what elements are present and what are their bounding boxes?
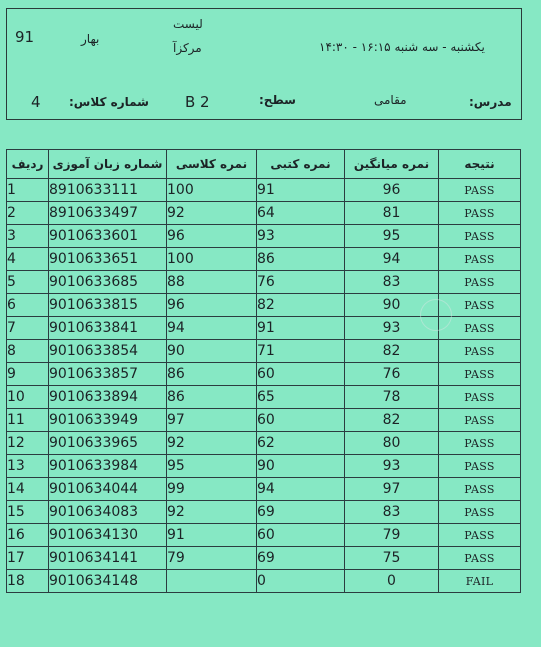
cell-class-grade: 100 xyxy=(167,248,257,271)
class-info-header xyxy=(6,8,522,120)
cell-written-grade: 65 xyxy=(257,386,345,409)
cell-result: PASS xyxy=(439,524,521,547)
cell-average-grade: 82 xyxy=(345,340,439,363)
header-average-grade: نمره میانگین xyxy=(345,150,439,179)
cell-class-grade: 92 xyxy=(167,202,257,225)
cell-row-number: 5 xyxy=(7,271,49,294)
cell-class-grade: 86 xyxy=(167,386,257,409)
cell-row-number: 17 xyxy=(7,547,49,570)
cell-class-grade: 100 xyxy=(167,179,257,202)
cell-student-id: 9010633965 xyxy=(49,432,167,455)
level-value: B 2 xyxy=(185,93,210,111)
table-row xyxy=(7,179,521,202)
header-student-id: شماره زبان آموزی xyxy=(49,150,167,179)
cell-row-number: 12 xyxy=(7,432,49,455)
cell-written-grade: 60 xyxy=(257,524,345,547)
table-header-row xyxy=(7,150,521,179)
cell-row-number: 4 xyxy=(7,248,49,271)
list-label: لیست xyxy=(173,17,203,31)
cell-result: PASS xyxy=(439,547,521,570)
cell-result: FAIL xyxy=(439,570,521,593)
table-row xyxy=(7,478,521,501)
center-label: مرکزآ xyxy=(173,41,202,55)
cell-row-number: 16 xyxy=(7,524,49,547)
cell-row-number: 10 xyxy=(7,386,49,409)
cell-class-grade: 97 xyxy=(167,409,257,432)
cell-result: PASS xyxy=(439,501,521,524)
cell-average-grade: 80 xyxy=(345,432,439,455)
cell-class-grade: 96 xyxy=(167,225,257,248)
cell-student-id: 9010633841 xyxy=(49,317,167,340)
cell-result: PASS xyxy=(439,455,521,478)
cell-written-grade: 60 xyxy=(257,409,345,432)
cell-written-grade: 90 xyxy=(257,455,345,478)
cell-written-grade: 91 xyxy=(257,317,345,340)
table-row xyxy=(7,248,521,271)
cell-student-id: 9010633685 xyxy=(49,271,167,294)
cell-written-grade: 71 xyxy=(257,340,345,363)
cell-student-id: 9010633601 xyxy=(49,225,167,248)
cell-row-number: 2 xyxy=(7,202,49,225)
cell-student-id: 8910633111 xyxy=(49,179,167,202)
header-row-number: ردیف xyxy=(7,150,49,179)
cell-class-grade: 90 xyxy=(167,340,257,363)
cell-written-grade: 62 xyxy=(257,432,345,455)
cell-row-number: 6 xyxy=(7,294,49,317)
cell-result: PASS xyxy=(439,179,521,202)
cell-student-id: 9010634148 xyxy=(49,570,167,593)
cell-class-grade: 88 xyxy=(167,271,257,294)
cell-average-grade: 78 xyxy=(345,386,439,409)
faint-stamp-mark xyxy=(420,299,452,331)
cell-row-number: 9 xyxy=(7,363,49,386)
cell-class-grade xyxy=(167,570,257,593)
cell-written-grade: 69 xyxy=(257,501,345,524)
cell-result: PASS xyxy=(439,271,521,294)
cell-class-grade: 95 xyxy=(167,455,257,478)
cell-written-grade: 60 xyxy=(257,363,345,386)
table-row xyxy=(7,271,521,294)
cell-result: PASS xyxy=(439,248,521,271)
cell-row-number: 18 xyxy=(7,570,49,593)
cell-average-grade: 81 xyxy=(345,202,439,225)
term-label: بهار xyxy=(81,32,100,46)
cell-average-grade: 83 xyxy=(345,501,439,524)
cell-written-grade: 94 xyxy=(257,478,345,501)
schedule-text: یکشنبه - سه شنبه ۱۶:۱۵ - ۱۴:۳۰ xyxy=(319,40,485,54)
cell-row-number: 3 xyxy=(7,225,49,248)
cell-class-grade: 99 xyxy=(167,478,257,501)
cell-student-id: 9010633984 xyxy=(49,455,167,478)
cell-class-grade: 96 xyxy=(167,294,257,317)
cell-result: PASS xyxy=(439,363,521,386)
cell-average-grade: 97 xyxy=(345,478,439,501)
teacher-label: مدرس: xyxy=(469,95,512,109)
cell-class-grade: 86 xyxy=(167,363,257,386)
cell-written-grade: 0 xyxy=(257,570,345,593)
table-row xyxy=(7,547,521,570)
cell-written-grade: 86 xyxy=(257,248,345,271)
cell-class-grade: 94 xyxy=(167,317,257,340)
cell-result: PASS xyxy=(439,432,521,455)
table-row xyxy=(7,570,521,593)
table-row xyxy=(7,432,521,455)
table-row xyxy=(7,225,521,248)
table-row xyxy=(7,386,521,409)
class-number: 4 xyxy=(31,93,41,111)
cell-written-grade: 76 xyxy=(257,271,345,294)
cell-average-grade: 75 xyxy=(345,547,439,570)
cell-written-grade: 93 xyxy=(257,225,345,248)
cell-student-id: 9010633949 xyxy=(49,409,167,432)
table-row xyxy=(7,455,521,478)
cell-average-grade: 83 xyxy=(345,271,439,294)
cell-average-grade: 90 xyxy=(345,294,439,317)
cell-result: PASS xyxy=(439,202,521,225)
cell-student-id: 9010634083 xyxy=(49,501,167,524)
cell-written-grade: 91 xyxy=(257,179,345,202)
cell-result: PASS xyxy=(439,409,521,432)
cell-average-grade: 93 xyxy=(345,317,439,340)
cell-row-number: 13 xyxy=(7,455,49,478)
header-result: نتیجه xyxy=(439,150,521,179)
table-row xyxy=(7,202,521,225)
cell-average-grade: 0 xyxy=(345,570,439,593)
level-label: سطح: xyxy=(259,93,296,107)
cell-written-grade: 69 xyxy=(257,547,345,570)
table-row xyxy=(7,501,521,524)
cell-student-id: 9010633651 xyxy=(49,248,167,271)
cell-student-id: 9010633857 xyxy=(49,363,167,386)
cell-row-number: 14 xyxy=(7,478,49,501)
cell-result: PASS xyxy=(439,294,521,317)
term-year: 91 xyxy=(15,28,35,46)
cell-row-number: 11 xyxy=(7,409,49,432)
cell-row-number: 7 xyxy=(7,317,49,340)
cell-written-grade: 82 xyxy=(257,294,345,317)
cell-student-id: 8910633497 xyxy=(49,202,167,225)
cell-row-number: 15 xyxy=(7,501,49,524)
cell-result: PASS xyxy=(439,317,521,340)
class-number-label: شماره کلاس: xyxy=(69,95,149,109)
cell-result: PASS xyxy=(439,225,521,248)
cell-result: PASS xyxy=(439,478,521,501)
cell-written-grade: 64 xyxy=(257,202,345,225)
cell-average-grade: 93 xyxy=(345,455,439,478)
table-row xyxy=(7,363,521,386)
cell-class-grade: 92 xyxy=(167,501,257,524)
cell-average-grade: 94 xyxy=(345,248,439,271)
table-row xyxy=(7,409,521,432)
cell-student-id: 9010633854 xyxy=(49,340,167,363)
header-class-grade: نمره کلاسی xyxy=(167,150,257,179)
cell-average-grade: 76 xyxy=(345,363,439,386)
header-written-grade: نمره کتبی xyxy=(257,150,345,179)
cell-row-number: 1 xyxy=(7,179,49,202)
grades-table xyxy=(6,149,521,593)
table-row xyxy=(7,524,521,547)
cell-row-number: 8 xyxy=(7,340,49,363)
cell-average-grade: 96 xyxy=(345,179,439,202)
cell-result: PASS xyxy=(439,386,521,409)
cell-average-grade: 95 xyxy=(345,225,439,248)
cell-student-id: 9010633894 xyxy=(49,386,167,409)
cell-student-id: 9010634141 xyxy=(49,547,167,570)
cell-result: PASS xyxy=(439,340,521,363)
cell-class-grade: 79 xyxy=(167,547,257,570)
cell-student-id: 9010634130 xyxy=(49,524,167,547)
cell-average-grade: 82 xyxy=(345,409,439,432)
cell-class-grade: 92 xyxy=(167,432,257,455)
status-value: مقامی xyxy=(374,93,407,107)
table-row xyxy=(7,340,521,363)
cell-class-grade: 91 xyxy=(167,524,257,547)
cell-student-id: 9010634044 xyxy=(49,478,167,501)
cell-student-id: 9010633815 xyxy=(49,294,167,317)
cell-average-grade: 79 xyxy=(345,524,439,547)
